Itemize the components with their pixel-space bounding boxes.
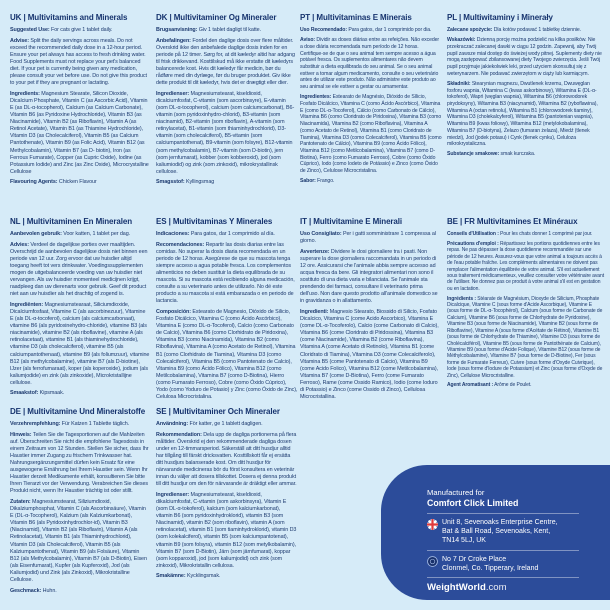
- paragraph-label: Ingredients:: [10, 90, 40, 97]
- labelled-paragraph: [447, 296, 605, 379]
- paragraph-label: Ingredienser:: [156, 491, 190, 498]
- labelled-paragraph: [156, 421, 298, 428]
- ireland-address-line: Clonmel, Co. Tipperary, Ireland: [442, 564, 539, 572]
- labelled-paragraph: [300, 231, 442, 245]
- paragraph-text: Répartissez les portions quotidiennes entre les repas. Ne pas dépasser la dose quotidienne recommandée sur une période de 12 heures. Assurez-vous que votre animal a toujours accès à de l'eau potable fraîche. Les compléments alimentaires ne doivent pas remplacer l'alimentation équilibrée de votre animal. S'il est actuellement sous traitement médicamenteux, veuillez consulter votre vétérinaire avant de l'utiliser. Ne donnez pas ce produit à votre animal s'il est en gestation ou en lactation.: [447, 240, 605, 292]
- paragraph-text: Magnesiumstearat, Siliziumdioxid, Dikalziumphosphat, Vitamin C (als Ascorbinsäure), Vitamin E (DL-α-Tocopherol), Kalzium (als Kalziumkarbonat), Vitamin B6 (als Pyridoxinhydrochlor-id), Vitamin B3 (Niacinamid), Vitamin B2 (als Riboflavin), Vitamin A (als Retinolacetat), Vitamin B1 (als Thiaminhydrochlorid), Vitamin D3 (als Cholecalciferol), Vitamin B5 (als Kalziumpantothenat), Vitamin B9 (als Folsäure), Vitamin B12 (als Methylcobalamin), Vitamin B7 (als D-Biotin), Eisen (als Eisenfumarat), Kupfer (als Kupferoxid), Jod (als Kaliumjodid) und Zink (als Zinkoxid), Mikrokristalline Cellulose.: [10, 498, 147, 583]
- block-paragraphs: [10, 27, 150, 186]
- paragraph-label: Brugsanvisning:: [156, 27, 198, 33]
- brand-website: [427, 582, 596, 593]
- paragraph-label: Avvertenze:: [300, 248, 330, 255]
- block-heading: BE | FR Multivitamines Et Minéraux: [447, 217, 578, 226]
- labelled-paragraph: [300, 309, 442, 401]
- divider: [427, 550, 579, 551]
- paragraph-label: Verzehrempfehlung:: [10, 421, 61, 427]
- language-block-dk: [156, 13, 296, 213]
- paragraph-text: Repartir las dosis diarias entre las comidas. No superar la dosis diaria recomendada en un periodo de 12 horas. Asegúrese de que su mascota tenga siempre acceso a agua potable fresca. Los complementos alimenticios no deben sustituir la dieta equilibrada de su mascota. Si su mascota está recibiendo alguna medicación, consulte a su veterinario antes de utilizarlo. No dé este producto a su mascota si está embarazada o en periodo de lactancia.: [156, 241, 295, 305]
- paragraph-text: Teilen Sie die Tagesportionen auf die Mahlzeiten auf. Überschreiten Sie nicht die empfohlene Tagesdosis in einem Zeitraum von 12 Stunden. Stellen Sie sicher, dass Ihr Haustier immer Zugang zu frischem Trinkwasser hat. Nahrungsergänzungsmittel dürfen kein Ersatz für eine ausgewogene Ernährung bei Ihrem Haustier sein. Wenn Ihr Haustier derzeit Medikamente erhält, konsultieren Sie bitte Ihren Tierarzt vor der Verwendung. Verabreichen Sie dieses Produkt nicht, wenn Ihr Haustier trächtig ist oder stillt.: [10, 431, 149, 495]
- paragraph-text: Frango.: [315, 178, 335, 185]
- paragraph-text: Dividir as doses diárias entre as refeições. Não exceder a dose diária recomendada num período de 12 horas. Certifique-se de que o seu animal tem sempre acesso a água potável fresca. Os suplementos alimentares não devem substituir a dieta equilibrada do seu animal. Se o seu animal estiver a tomar algum medicamento, consulte o seu veterinário antes de utilizar este produto. Não administre este produto ao seu animal se ele estiver a gestar ou amamentar.: [300, 37, 440, 91]
- block-heading: DE | Multivitamine Und Mineralstoffe: [10, 407, 146, 416]
- block-paragraphs: [447, 231, 605, 389]
- labelled-paragraph: [447, 27, 602, 34]
- paragraph-label: Ingrediënten:: [10, 301, 44, 308]
- paragraph-text: Kyllingsmag: [184, 179, 215, 186]
- paragraph-label: Advise:: [10, 37, 29, 44]
- block-heading: NL | Multivitaminen En Mineralen: [10, 217, 133, 226]
- paragraph-label: Agent Aromatisant :: [447, 382, 494, 389]
- paragraph-label: Sabor:: [300, 178, 316, 185]
- block-paragraphs: [10, 231, 150, 398]
- language-block-be-fr: [447, 217, 605, 427]
- paragraph-label: Aanbevolen gebruik:: [10, 231, 62, 237]
- paragraph-label: Smagsstof:: [156, 179, 185, 186]
- paragraph-text: Fordel den daglige dosis over flere måltider. Overskrid ikke den anbefalede daglige dosis inden for en periode på 12 timer. Sørg for, at dit kæledyr altid har adgang til frisk drikkevand. Kosttilskud må ikke erstatte dit kæledyrs balancerede kost. Hvis dit kæledyr får medicin, bør du rådføre med din dyrlæge, før du bruger produktet. Giv ikke dette produkt til dit kæledyr, hvis det er drægtigt eller dier.: [156, 37, 295, 87]
- paragraph-label: Geschmack:: [10, 587, 42, 594]
- paragraph-text: Für Katzen 1 Tablette täglich.: [60, 421, 130, 427]
- labelled-paragraph: [10, 432, 150, 496]
- language-block-pt: [300, 13, 442, 213]
- paragraph-text: Huhn.: [41, 587, 57, 594]
- labelled-paragraph: [10, 242, 150, 299]
- labelled-paragraph: [447, 151, 602, 158]
- labelled-paragraph: [10, 499, 150, 584]
- labelled-paragraph: [10, 38, 150, 88]
- labelled-paragraph: [10, 27, 150, 34]
- paragraph-text: Para gatos, dar 1 comprimido al día.: [189, 231, 275, 237]
- brand-domain-suffix: .com: [485, 582, 507, 594]
- block-paragraphs: [156, 231, 298, 403]
- paragraph-text: Kycklingsmak.: [185, 573, 221, 580]
- ireland-address: [427, 555, 596, 573]
- block-heading: DK | Multivitaminer Og Mineraler: [156, 13, 277, 22]
- paragraph-text: Estearato de Magnesio, Dióxido de Silicio, Fosfato Dicálcico, Vitamina C (como Ácido Ascórbico), Vitamina E (como DL-α-Tocoferol), Calcio (como Carbonato de Calcio), Vitamina B6 (como Clorhidrato de Piridoxina), Vitamina B3 (como Niacinamida), Vitamina B2 (como Riboflavina), Vitamina A (como Acetato de Retinol), Vitamina B1 (como Clorhidrato de Tiamina), Vitamina D3 (como Colecalciferol), Vitamina B5 (como Pantotenato de Calcio), Vitamina B9 (como Ácido Fólico), Vitamina B12 (como Metilcobalamina), Vitamina B7 (como D-Biotina), Hierro (como Fumarato Ferroso), Cobre (como Óxido Cúprico), Yodo (como Yoduro de Potasio) y Zinc (como Óxido de Zinc), Celulosa Microcristalina.: [156, 308, 298, 401]
- block-heading: IT | Multivitamine E Minerali: [300, 217, 403, 226]
- paragraph-text: Magnesio Stearato, Biossido di Silicio, Fosfato Dicalcico, Vitamina C (come Acido Ascorbico), Vitamina E (come DL-α-Tocoferolo), Calcio (come Carbonato di Calcio), Vitamina B6 (come Cloridrato di Piridossina), Vitamina B3 (come Niacinamide), Vitamina B2 (come Riboflavina), Vitamina A (come Acetato di Retinolo), Vitamina B1 (come Cloridrato di Tiamina), Vitamina D3 (come Colecalciferolo), Vitamina B5 (come Pantotenato di Calcio), Vitamina B9 (come Acido Folico), Vitamina B12 (come Metilcobalamina), Vitamina B7 (come D-Biotina), Ferro (come Fumarato Ferroso), Rame (come Ossido Ramico), Iodio (come Ioduro di Potassio) e Zinco (come Ossido di Zinco), Cellulosa Microcristallina.: [300, 308, 439, 401]
- paragraph-text: Estearato de Magnésio, Dióxido de Sílicio, Fosfato Dicálcico, Vitamina C (como Ácido Ascórbico), Vitamina E (como DL-α-Tocoferol), Cálcio (como Carbonato de Cálcio), Vitamina B6 (como Cloridrato de Piridoxina), Vitamina B3 (como Niacinamida), Vitamina B2 (como Riboflavina), Vitamina A (como Acetato de Retinol), Vitamina B1 (como Cloridrato de Tiamina), Vitamina D3 (como Colecalciferol), Vitamina B5 (como Pantotenato de Cálcio), Vitamina B9 (como Ácido Fólico), Vitamina B12 (como Metilcobalamina), Vitamina B7 (como D-Biotina), Ferro (como Fumarato Ferroso), Cobre (como Óxido Cúprico), Iodo (como Iodeto de Potássio) e Zinco (como Óxido de Zinco), Celulose Microcristalina.: [300, 94, 442, 175]
- labelled-paragraph: [156, 91, 296, 176]
- paragraph-text: Magnesiumstearat, kiseldioxid, dicalciumfosfat, C-vitamin (som ascorbinsyre), E-vitamin (som DL-α-tocopherol), calcium (som calciumcarbonat), B6-vitamin (som pyridoxinhydro-chlorid), B3-vitamin (som niacinamid), B2-vitamin (som riboflavin), A-vitamin (som retinylacetat), B1-vitamin (som thiaminhydrochlorid), D3-vitamin (som cholecalciferol), B5-vitamin (som calciumpantothenat), B9-vitamin (som folsyre), B12-vitamin (som methylcobalamin), B7-vitamin (som D-biotin), jern (som jernfumarat), kobber (som kobberoxid), jod (som kaliumiodid) og zink (som zinkoxid), mikrokrystallinsk cellulose.: [156, 90, 295, 175]
- paragraph-label: Anbefalingen:: [156, 37, 191, 44]
- language-block-pl: [447, 13, 602, 213]
- labelled-paragraph: [156, 573, 298, 580]
- paragraph-label: Précautions d'emploi :: [447, 240, 499, 247]
- paragraph-text: Magnesium Stearate, Silicon Dioxide, Dicalcium Phosphate, Vitamin C (as Ascorbic Acid), Vitamin E (as DL-α-tocopherol), Calcium (as Calcium Carbonate), Vitamin B6 (as Pyridoxine Hydrochloride), Vitamin B3 (as Niacinamide), Vitamin B2 (as Riboflavin), Vitamin A (as Retinol Acetate), Vitamin B1 (as Thiamine Hydrochloride), Vitamin D3 (as Cholecalciferol), Vitamin B5 (as Calcium Pantothenate), Vitamin B9 (as Folic Acid), Vitamin B12 (as Methylcobalamin), Vitamin B7 (as D- biotin), Iron (as Ferrous Fumarate), Copper (as Cupric Oxide), Iodine (as Potassium Iodide) and Zinc (as Zinc Oxide), Microcrystalline Cellulose: [10, 90, 149, 175]
- manufactured-for-label: Manufactured for: [427, 488, 485, 497]
- paragraph-label: Składniki:: [447, 80, 471, 87]
- paragraph-label: Substancje smakowe:: [447, 151, 500, 158]
- paragraph-text: Stearynian magnezu, Dwutlenek krzemu, Dwuwęglan fosforu wapnia, Witamina C (kwas askorbinowy), Witamina E (DL-α-tokoferol), Wapń (węglan wapnia), Witamina B6 (chlorowodorek pirydoksyny), Witamina B3 (niacynamid), Witamina B2 (ryboflawina), Witamina A (octan retinolu), Witamina B1 (chlorowodorek tiaminy), Witamina D3 (cholekalcyferol), Witamina B5 (pantotenian wapnia), Witamina B9 (kwas foliowy), Witamina B12 (metylokobalamina), Witamina B7 (D-biotyna), Żelazo (fumaran żelaza), Miedź (tlenek miedzi), Jod (jodek potasu) i Cynk (tlenek cynku), Celuloza mikrokrystaliczna.: [447, 80, 598, 148]
- paragraph-label: Suggested Use:: [10, 27, 50, 33]
- labelled-paragraph: [156, 231, 298, 238]
- paragraph-text: Chicken Flavour: [57, 179, 97, 186]
- labelled-paragraph: [156, 309, 298, 401]
- labelled-paragraph: [300, 249, 442, 306]
- paragraph-text: Kipsmaak.: [38, 390, 65, 397]
- block-paragraphs: [156, 421, 298, 580]
- paragraph-text: Stéarate de Magnésium, Dioxyde de Silicium, Phosphate Dicalcique, Vitamine C (sous forme d'Acide Ascorbique), Vitamine E (sous forme de DL-α-Tocophérol), Calcium (sous forme de Carbonate de Calcium), Vitamine B6 (sous forme de Chlorhydrate de Pyridoxine), Vitamine B3 (sous forme de Niacinamide), Vitamine B2 (sous forme de Riboflavine), Vitamine A (sous forme d'Acétate de Rétinol), Vitamine B1 (sous forme de Chlorhydrate de Thiamine), Vitamine D3 (sous forme de Cholécalciférol), Vitamine B5 (sous forme de Pantothénate de Calcium), Vitamine B9 (sous forme d'Acide Folique), Vitamine B12 (sous forme de Méthylcobalamine), Vitamine B7 (sous forme de D-Biotine), Fer (sous forme de Fumarate Ferreux), Cuivre (sous forme d'Oxyde Cuivrique), Iode (sous forme d'Iodure de Potassium) et Zinc (sous forme d'Oxyde de Zinc), Cellulose Microcristalline.: [447, 295, 603, 379]
- language-block-de: [10, 407, 150, 607]
- paragraph-text: Giv 1 tablet dagligt til katte.: [197, 27, 262, 33]
- labelled-paragraph: [447, 241, 605, 292]
- uk-address-line: Unit 8, Sevenoaks Enterprise Centre,: [442, 519, 558, 526]
- paragraph-label: Wskazówki:: [447, 37, 476, 44]
- paragraph-label: Zutaten:: [10, 498, 31, 505]
- paragraph-label: Rekommendation:: [156, 431, 202, 438]
- divider: [427, 577, 579, 578]
- paragraph-label: Uso Recomendado:: [300, 27, 347, 33]
- block-paragraphs: [300, 27, 442, 185]
- labelled-paragraph: [300, 37, 442, 91]
- paragraph-text: smak kurczaka.: [499, 151, 536, 158]
- paragraph-label: Ingredienti:: [300, 308, 329, 315]
- paragraph-text: Voor katten, 1 tablet per dag.: [61, 231, 131, 237]
- paragraph-text: Dela upp de dagliga portionerna på flera måltider. Överskrid ej den rekommenderade dagliga dosen under en 12-timmarsperiod. Säkerställ att ditt husdjur alltid har tillgång till färskt dricksvatten. Kosttillskott får ej ersätta ditt husdjurs balanserade kost. Om ditt husdjur för närvarande medicineras bör du först konsultera en veterinär innan du väljer att dosera tillskottet. Dosera ej denna produkt till ditt husdjur om den för närvarande är dräktigt eller ammar.: [156, 431, 297, 488]
- paragraph-text: Magnesiumstearaat, Siliciumdioxide, Dicalciumfosfaat, Vitamine C (als ascorbinezuur), Vitamine E (als DL-α-tocoferol), calcium (als calciumcarbonaat), vitamine B6 (als pyridoxinehydro-chloride), vitamine B3 (als niacinamide), vitamine B2 (als riboflavine), vitamine A (als retinolacetaat), vitamine B1 (als thiaminehydrochloride), vitamine D3 (als cholecalciferol), vitamine B5 (als calciumpantothenaat), vitamine B9 (als foliumzuur), vitamine B12 (als methylcobalamine), vitamine B7 (als D-biotine), IJzer (als ferrofumaraat), koper (als koperoxide), jodium (als kaliumjodide) en zink (als zinkoxide), Microkristallijne cellulose.: [10, 301, 150, 386]
- paragraph-label: Conseils d'Utilisation :: [447, 231, 499, 237]
- labelled-paragraph: [10, 421, 150, 428]
- paragraph-text: Para gatos, dar 1 comprimido por dia.: [347, 27, 432, 33]
- paragraph-label: Ingredienser:: [156, 90, 190, 97]
- language-block-nl: [10, 217, 150, 403]
- labelled-paragraph: [10, 588, 150, 595]
- labelled-paragraph: [447, 81, 602, 148]
- uk-address: [427, 518, 596, 546]
- language-block-es: [156, 217, 298, 403]
- paragraph-label: Smakämne:: [156, 573, 186, 580]
- paragraph-text: Dividere le dosi giornaliere tra i pasti. Non superare la dose giornaliera raccomandata in un periodo di 12 ore. Assicurarsi che l'animale abbia sempre accesso ad acqua fresca da bere. Gli integratori alimentari non sono il sostituto di una dieta varia e bilanciata. Se l'animale sta prendendo dei farmaci, consultare il veterinario prima dell'uso. Non dare questo prodotto all'animale domestico se in gravidanza o in allattamento.: [300, 248, 438, 305]
- divider: [427, 513, 579, 514]
- labelled-paragraph: [10, 231, 150, 238]
- block-paragraphs: [10, 421, 150, 595]
- paragraph-label: Flavouring Agents:: [10, 179, 58, 186]
- labelled-paragraph: [10, 302, 150, 387]
- block-paragraphs: [300, 231, 442, 403]
- block-heading: PL | Multiwitaminy i Minerały: [447, 13, 553, 22]
- paragraph-label: Aviso:: [300, 37, 316, 44]
- paragraph-label: Hinweis:: [10, 431, 32, 438]
- brand-name: WeightWorld: [427, 582, 486, 594]
- paragraph-label: Användning:: [156, 421, 189, 427]
- uk-flag-icon: [427, 519, 438, 530]
- company-name: Comfort Click Limited: [427, 498, 519, 508]
- ireland-address-line: No 7 Dr Croke Place: [442, 555, 507, 563]
- manufacturer-panel: [381, 465, 610, 600]
- labelled-paragraph: [447, 231, 605, 237]
- labelled-paragraph: [156, 492, 298, 570]
- paragraph-label: Advies:: [10, 241, 29, 248]
- language-block-it: [300, 217, 442, 403]
- labelled-paragraph: [156, 242, 298, 306]
- labelled-paragraph: [10, 91, 150, 176]
- paragraph-label: Smaakstof:: [10, 390, 39, 397]
- labelled-paragraph: [10, 179, 150, 186]
- paragraph-text: Split the daily servings across meals. Do not exceed the recommended daily dose in a 12-hour period. Ensure your pet always has access to fresh drinking water. Food Supplements must not replace your pet's balanced diet. If your pet is currently being given any medication, please consult your vet before use. Do not give this product to your pet if they are pregnant or lactating.: [10, 37, 147, 87]
- paragraph-text: För katter, ge 1 tablett dagligen.: [188, 421, 263, 427]
- paragraph-text: Dla kotów podawać 1 tabletkę dziennie.: [492, 27, 582, 33]
- labelled-paragraph: [156, 38, 296, 88]
- paragraph-label: Uso Consigliato:: [300, 231, 342, 237]
- uk-address-line: Bat & Ball Road, Sevenoaks, Kent,: [442, 528, 551, 536]
- labelled-paragraph: [10, 390, 150, 397]
- labelled-paragraph: [156, 27, 296, 34]
- paragraph-text: Arôme de Poulet.: [493, 382, 532, 389]
- block-heading: UK | Multivitamins and Minerals: [10, 13, 128, 22]
- uk-address-line: TN14 5LJ, UK: [442, 537, 486, 545]
- paragraph-text: Verdeel de dagelijkse porties over maaltijden. Overschrijd de aanbevolen dagelijkse dosis niet binnen een periode van 12 uur. Zorg ervoor dat uw huisdier altijd toegang heeft tot vers drinkwater. Voedingssupplementen mogen de uitgebalanceerde voeding van uw huisdier niet vervangen. Als uw huisdier momenteel medicijnen krijgt, raadpleeg dan uw dierenarts voor gebruik. Geef dit product niet aan uw huisdier als het drachtig of zogend is.: [10, 241, 148, 298]
- labelled-paragraph: [156, 179, 296, 186]
- language-block-uk: [10, 13, 150, 213]
- paragraph-label: Composición:: [156, 308, 191, 315]
- block-heading: SE | Multivitaminer Och Mineraler: [156, 407, 280, 416]
- paragraph-label: Ingredientes:: [300, 94, 332, 101]
- labelled-paragraph: [300, 94, 442, 174]
- labelled-paragraph: [156, 432, 298, 489]
- paragraph-label: Ingrédients :: [447, 295, 476, 302]
- paragraph-label: Indicaciones:: [156, 231, 190, 237]
- labelled-paragraph: [300, 178, 442, 185]
- paragraph-label: Zalecane spożycie:: [447, 27, 493, 33]
- paragraph-text: For cats give 1 tablet daily.: [49, 27, 113, 33]
- block-heading: ES | Multivitaminas Y Minerales: [156, 217, 273, 226]
- labelled-paragraph: [447, 37, 602, 77]
- labelled-paragraph: [300, 27, 442, 34]
- paragraph-text: Pour les chats donner 1 comprimé par jour.: [498, 231, 593, 237]
- language-block-se: [156, 407, 298, 607]
- block-heading: PT | Multivitaminas E Minerais: [300, 13, 412, 22]
- paragraph-text: Dzienną porcję można podzielić na kilka posiłków. Nie przekraczać zalecanej dawki w ciągu 12 godzin. Zapewnij, aby Twój pupil zawsze miał dostęp do świeżej wody pitnej. Suplementy diety nie mogą zastępować zbilansowanej diety Twojego zwierzęcia. Jeśli Twój pupil przyjmuje jakiekolwiek leki, przed użyciem skonsultuj się z weterynarzem. Nie podawać zwierzętom w ciąży lub karmiącym.: [447, 37, 602, 77]
- paragraph-label: Recomendaciones:: [156, 241, 205, 248]
- paragraph-text: Magnesiumstearat, kiseldioxid, dikalciumfosfat, C-vitamin (som askorbinsyra), Vitamin E (som DL-α-tokoferol), kalcium (som kalciumkarbonat), vitamin B6 (som pyridoxinhydroklorid), vitamin B3 (som Niacinamid), vitamin B2 (som riboflavin), vitamin A (som retinolacetat), vitamin B1 (som tiaminhydroklorid), vitamin D3 (som kolekalciferol), vitamin B5 (som kalciumpantotenat), vitamin B9 (som folsyra), vitamin B12 (som metylkobalamin), Vitamin B7 (som D-Biotin), Järn (som järnfumarat), koppar (som kopparoxid), jod (som kaliumjodid) och zink (som zinkoxid), Mikrokristallin cellulosa.: [156, 491, 297, 569]
- ireland-emblem-icon: [427, 556, 438, 567]
- paragraph-text: Per i gatti somministrare 1 compressa al giorno.: [300, 231, 436, 245]
- block-paragraphs: [447, 27, 602, 158]
- block-paragraphs: [156, 27, 296, 186]
- labelled-paragraph: [447, 382, 605, 388]
